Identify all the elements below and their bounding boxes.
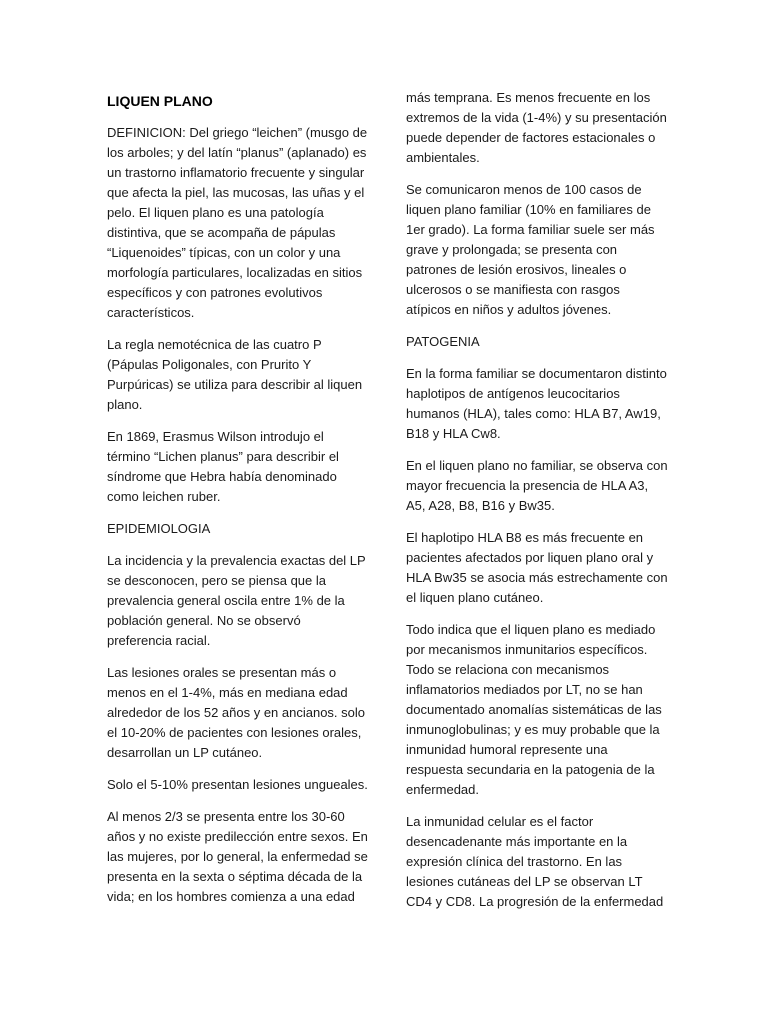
paragraph: Se comunicaron menos de 100 casos de liquen plano familiar (10% en familiares de 1er grado). La forma familiar suele ser más grave y prolongada; se presenta con patrones de lesión erosivos, lineales o ulcerosos o se manifiesta con rasgos atípicos en niños y adultos jóvenes.: [406, 182, 655, 317]
paragraph: DEFINICION: Del griego “leichen” (musgo de los arboles; y del latín “planus” (aplanado) es un trastorno inflamatorio frecuente y singular que afecta la piel, las mucosas, las uñas y el pelo. El liquen plano es una patología distintiva, que se acompaña de pápulas “Liquenoides” típicas, con un color y una morfología particulares, localizadas en sitios específicos y con patrones evolutivos característicos.: [107, 125, 368, 320]
paragraph: Al menos 2/3 se presenta entre los 30-60 años y no existe predilección entre sexos. En las mujeres, por lo general, la enfermedad se presenta en la sexta o séptima década de la vida; en los hombres comienza a una edad: [107, 809, 368, 904]
right-column: [406, 88, 668, 924]
section-heading: EPIDEMIOLOGIA: [107, 521, 211, 536]
document-title: LIQUEN PLANO: [107, 93, 213, 109]
paragraph: El haplotipo HLA B8 es más frecuente en pacientes afectados por liquen plano oral y HLA Bw35 se asocia más estrechamente con el liquen plano cutáneo.: [406, 530, 668, 605]
section-heading: PATOGENIA: [406, 334, 480, 349]
paragraph: La inmunidad celular es el factor desencadenante más importante en la expresión clínica del trastorno. En las lesiones cutáneas del LP se observan LT CD4 y CD8. La progresión de la enfermedad: [406, 814, 664, 909]
paragraph: Todo indica que el liquen plano es mediado por mecanismos inmunitarios específicos. Todo se relaciona con mecanismos inflamatorios mediados por LT, no se han documentado anomalías sistemáticas de las inmunoglobulinas; y es muy probable que la inmunidad humoral represente una respuesta secundaria en la patogenia de la enfermedad.: [406, 622, 662, 797]
paragraph: En el liquen plano no familiar, se observa con mayor frecuencia la presencia de HLA A3, A5, A28, B8, B16 y Bw35.: [406, 458, 668, 513]
paragraph: más temprana. Es menos frecuente en los extremos de la vida (1-4%) y su presentación puede depender de factores estacionales o ambientales.: [406, 90, 667, 165]
paragraph: En la forma familiar se documentaron distinto haplotipos de antígenos leucocitarios humanos (HLA), tales como: HLA B7, Aw19, B18 y HLA Cw8.: [406, 366, 667, 441]
paragraph: Las lesiones orales se presentan más o menos en el 1-4%, más en mediana edad alrededor de los 52 años y en ancianos. solo el 10-20% de pacientes con lesiones orales, desarrollan un LP cutáneo.: [107, 665, 366, 760]
paragraph: En 1869, Erasmus Wilson introdujo el término “Lichen planus” para describir el síndrome que Hebra había denominado como leichen ruber.: [107, 429, 339, 504]
paragraph: Solo el 5-10% presentan lesiones ungueales.: [107, 777, 368, 792]
paragraph: La incidencia y la prevalencia exactas del LP se desconocen, pero se piensa que la prevalencia general oscila entre 1% de la población general. No se observó preferencia racial.: [107, 553, 366, 648]
left-column: [107, 88, 369, 919]
paragraph: La regla nemotécnica de las cuatro P (Pápulas Poligonales, con Prurito Y Purpúricas) se utiliza para describir al liquen plano.: [107, 337, 363, 412]
